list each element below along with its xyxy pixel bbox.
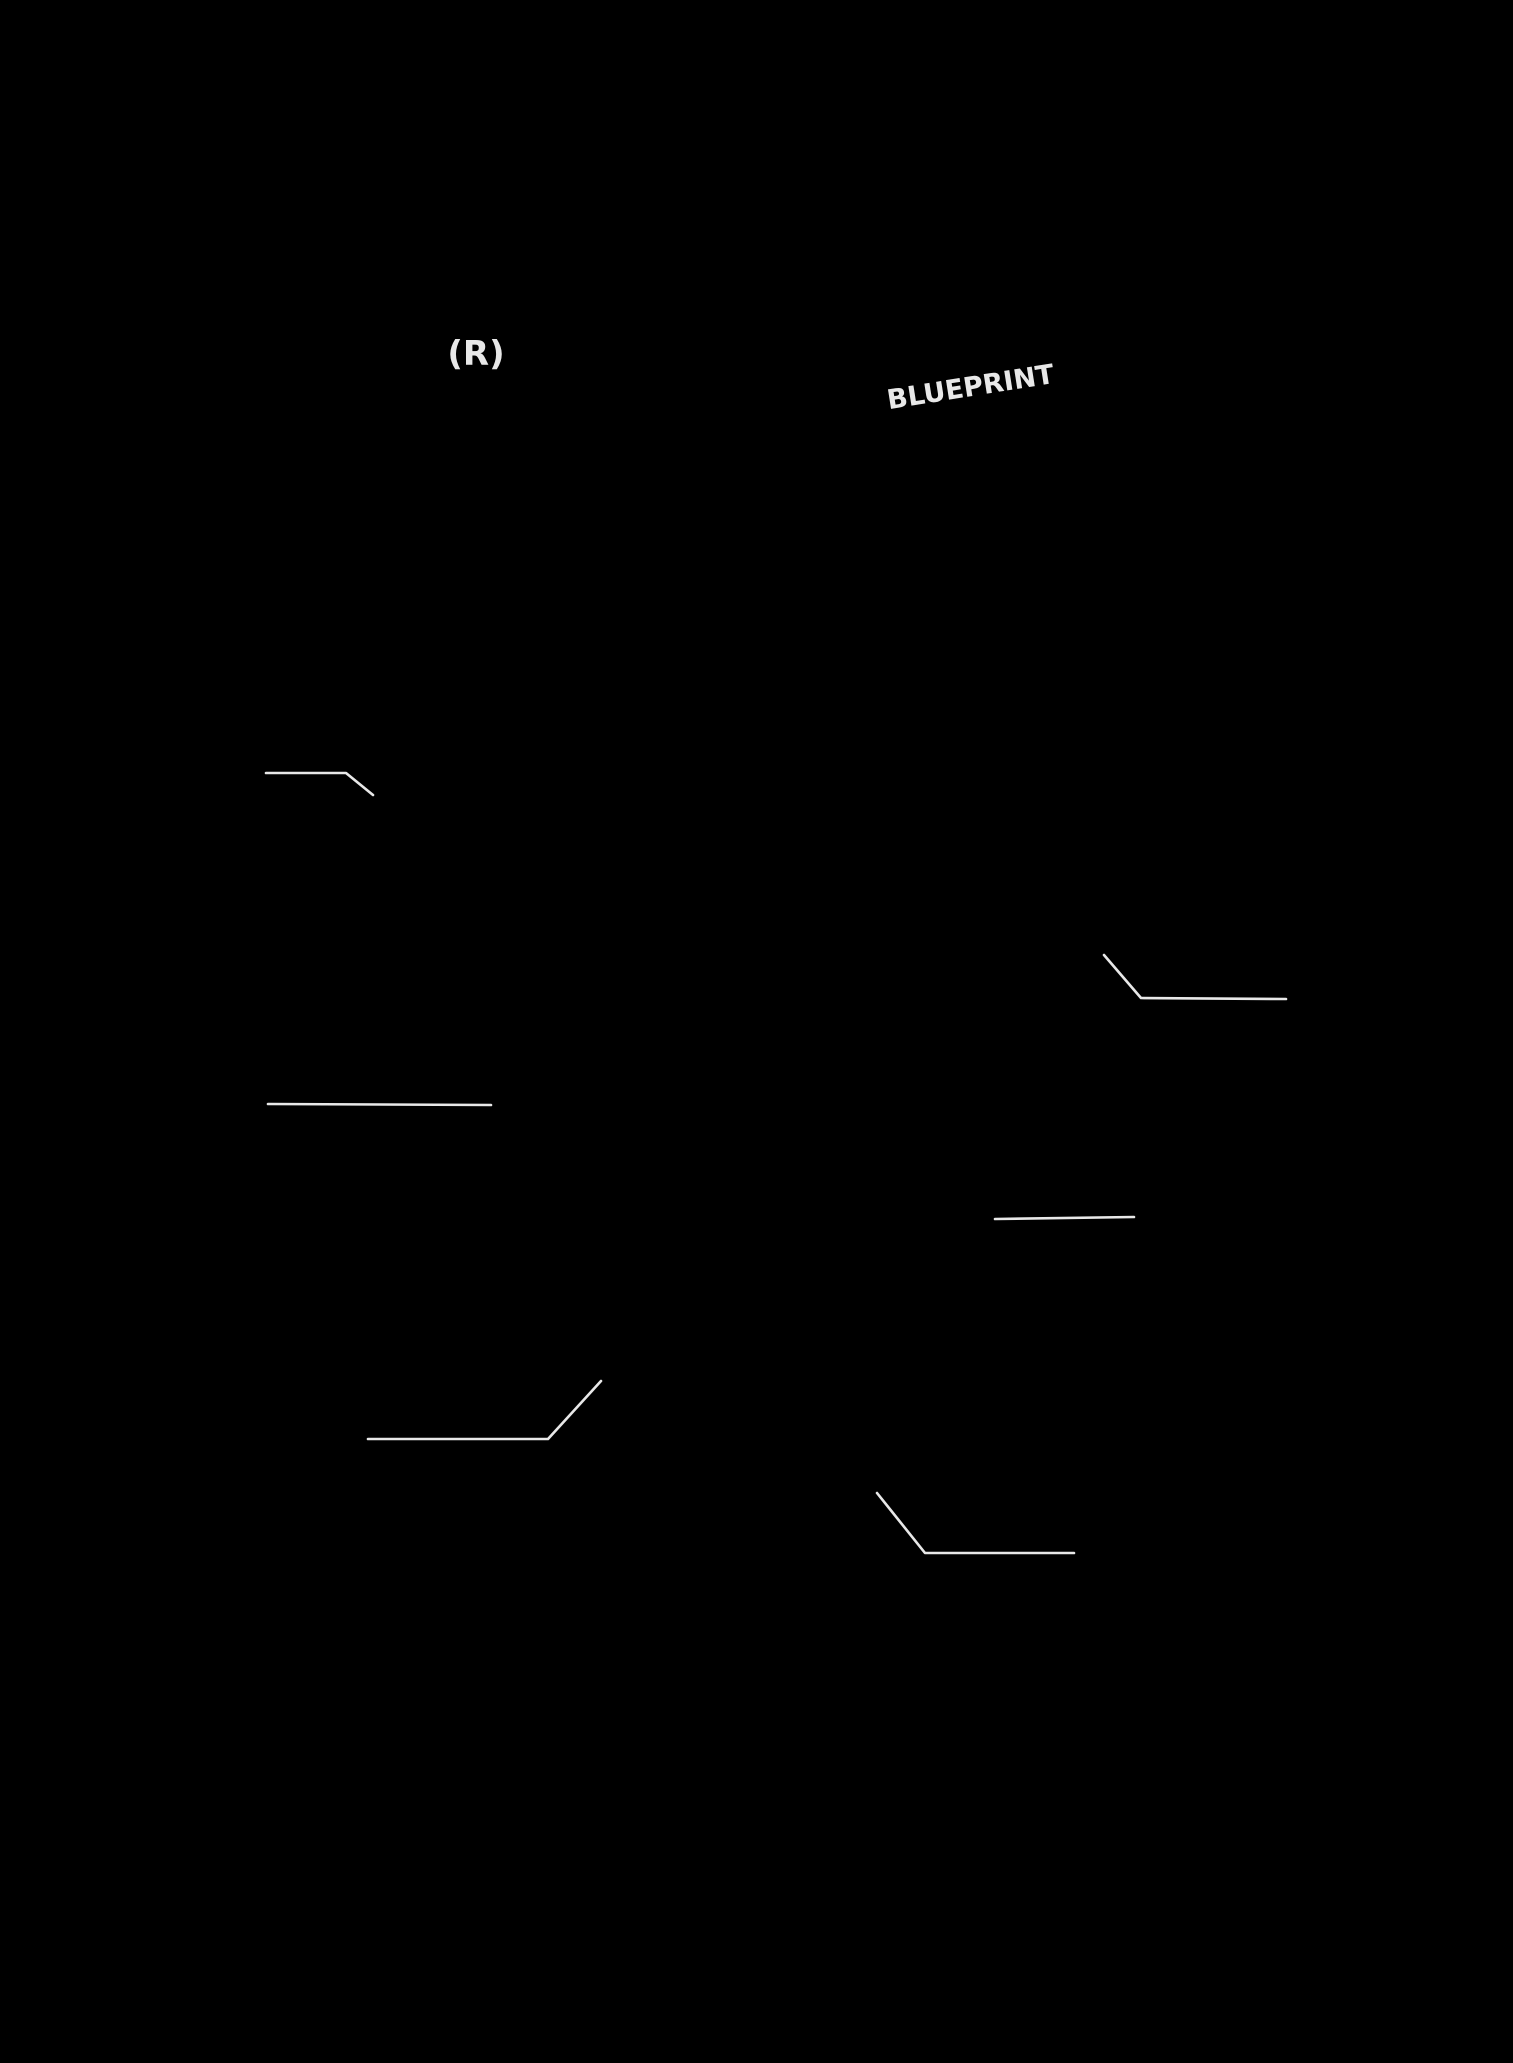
leader-line-left-middle [268, 1104, 491, 1105]
blueprint-label: BLUEPRINT [884, 359, 1057, 417]
registered-mark-label: (R) [447, 334, 505, 374]
